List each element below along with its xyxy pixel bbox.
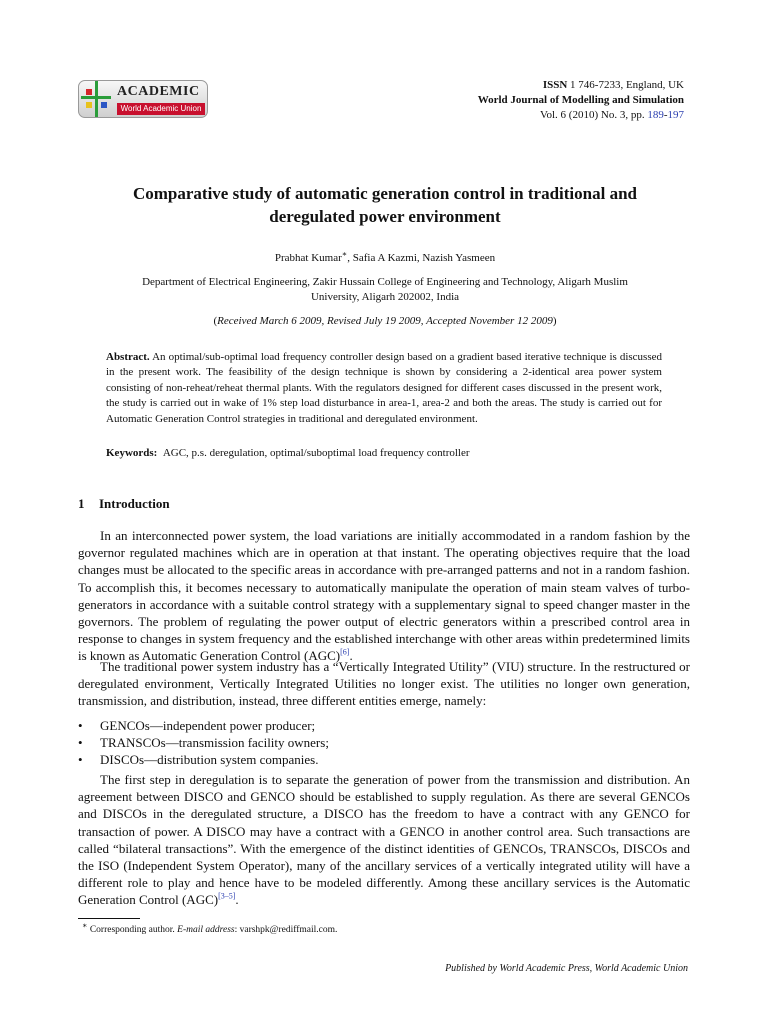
- list-item: • GENCOs—independent power producer;: [78, 718, 316, 733]
- logo-cross-vertical: [95, 81, 98, 118]
- section-heading: [78, 496, 170, 512]
- page-end-link[interactable]: 197: [667, 109, 684, 121]
- logo-cross-horizontal: [81, 96, 111, 99]
- footnote-divider: [78, 918, 140, 919]
- academic-logo: [78, 80, 208, 118]
- page-start-link[interactable]: 189: [647, 109, 664, 121]
- keywords-text: AGC, p.s. deregulation, optimal/suboptimal load frequency controller: [162, 447, 470, 459]
- citation-link[interactable]: [3–5]: [218, 892, 236, 902]
- corresponding-mark: ∗: [341, 249, 348, 259]
- paragraph-3: The first step in deregulation is to separate the generation of power from the transmission and distribution. An agreement between DISCO and GENCO should be established to supply regulation. As there are several GENCOs and DISCOs in the deregulated structure, a DISCO has the freedom to have a contract with any GENCO for transaction of power. A DISCO may have a contract with a GENCO in another control area. Such transactions are called “bilateral transactions”. With the emergence of the distinct identities of GENCOs, TRANSCOs, DISCOs and the ISO (Independent System Operator), many of the ancillary services of a vertically integrated utility will have a different role to play and hence have to be modeled differently. Among these ancillary services is the Automatic Generation Control (AGC)[3–5].: [78, 772, 690, 908]
- logo-blue-square: [101, 102, 107, 108]
- email-address: : varshpk@rediffmail.com.: [234, 925, 338, 935]
- author-1: Prabhat Kumar: [274, 252, 342, 264]
- bullet-list: [78, 717, 690, 769]
- bullet-icon: •: [78, 735, 83, 751]
- logo-red-square: [86, 89, 92, 95]
- abstract-text: An optimal/sub-optimal load frequency controller design based on a gradient based iterative technique is discussed in the present work. The feasibility of the design technique is shown by considering a 2-identical area power system consisting of non-reheat/reheat thermal plants. With the regulators designed for different cases discussed in the present work, the study is carried out in wake of 1% step load disturbance in area-1, area-2 and both the areas. The study is carried out for Automatic Generation Control strategies in traditional and deregulated environment.: [106, 351, 662, 425]
- email-label: E-mail address: [177, 925, 235, 935]
- section-title: Introduction: [99, 496, 170, 511]
- issn-label: ISSN: [542, 79, 568, 91]
- volume-line: Vol. 6 (2010) No. 3, pp. 189-197: [539, 109, 684, 121]
- affiliation: Department of Electrical Engineering, Zakir Hussain College of Engineering and Technology, Aligarh Muslim University, Aligarh 202002, India: [142, 276, 628, 303]
- footnote-mark: ∗: [82, 920, 88, 930]
- paragraph-1: In an interconnected power system, the load variations are initially accommodated in a random fashion by the governor regulated machines which are in operation at that instant. The operating objectives require that the load changes must be allocated to the specific areas in accordance with pre-arranged patterns and not in a random fashion. To accomplish this, it becomes necessary to automatically manipulate the operation of main steam valves of turbo-generators in accordance with a suitable control strategy with a supplementary signal to speed changer master in the governors. The problem of regulating the power output of electric generators within a prescribed control area in response to changes in system frequency and the established interchange with other areas within predetermined limits is known as Automatic Generation Control (AGC)[6].: [78, 528, 690, 664]
- list-item: • TRANSCOs—transmission facility owners;: [78, 735, 329, 751]
- journal-info: [478, 78, 684, 123]
- bullet-icon: •: [78, 718, 83, 733]
- bullet-icon: •: [78, 752, 83, 768]
- logo-name: ACADEMIC: [117, 84, 200, 99]
- keywords: [106, 446, 662, 461]
- logo-subtitle: World Academic Union: [117, 103, 205, 115]
- journal-name: World Journal of Modelling and Simulation: [477, 94, 684, 106]
- issn-line: [478, 78, 684, 93]
- abstract-label: Abstract.: [106, 351, 150, 363]
- paper-title: Comparative study of automatic generation control in traditional and deregulated power environment: [132, 184, 637, 226]
- issn-value: 1 746-7233, England, UK: [570, 79, 684, 91]
- authors: [80, 251, 690, 266]
- other-authors: , Safia A Kazmi, Nazish Yasmeen: [347, 252, 496, 264]
- abstract: [106, 350, 662, 427]
- received-dates: (Received March 6 2009, Revised July 19 2009, Accepted November 12 2009): [213, 315, 557, 327]
- section-number: 1: [78, 496, 85, 511]
- footnote: ∗ Corresponding author. E-mail address: varshpk@rediffmail.com.: [82, 920, 338, 935]
- keywords-label: Keywords:: [106, 447, 158, 459]
- publisher-line: Published by World Academic Press, World Academic Union: [445, 963, 688, 974]
- citation-link[interactable]: [6]: [340, 648, 350, 658]
- paragraph-2: The traditional power system industry has a “Vertically Integrated Utility” (VIU) structure. In the restructured or deregulated environment, Vertically Integrated Utilities no longer exist. The utilities no longer own generation, transmission, and distribution, instead, three different entities emerge, namely:: [78, 659, 690, 709]
- list-item: • DISCOs—distribution system companies.: [78, 752, 319, 768]
- logo-yellow-square: [86, 102, 92, 108]
